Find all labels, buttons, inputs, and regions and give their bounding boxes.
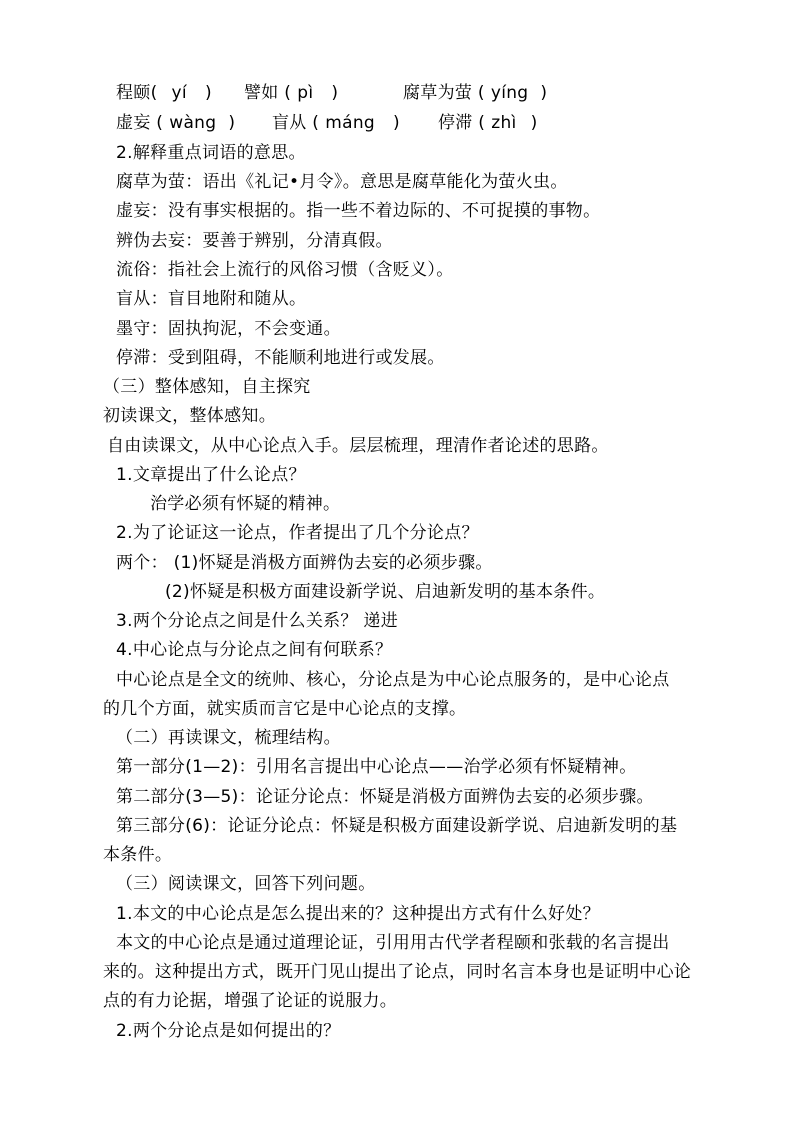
section-heading: （三）阅读课文，回答下列问题。 — [116, 874, 376, 894]
section-heading: （二）再读课文，梳理结构。 — [116, 728, 341, 748]
structure-line: 第一部分(1—2)：引用名言提出中心论点——治学必须有怀疑精神。 — [116, 757, 637, 777]
answer: (2)怀疑是积极方面建设新学说、启迪新发明的基本条件。 — [165, 582, 606, 602]
answer: 本文的中心论点是通过道理论证，引用用古代学者程颐和张载的名言提出 — [116, 933, 670, 953]
vocab-definition: 墨守：固执拘泥，不会变通。 — [116, 319, 341, 339]
question: 2.为了论证这一论点，作者提出了几个分论点？ — [116, 523, 479, 543]
answer: 来的。这种提出方式，既开门见山提出了论点，同时名言本身也是证明中心论 — [103, 962, 692, 982]
answer: 治学必须有怀疑的精神。 — [150, 494, 341, 514]
paragraph-line: 自由读课文，从中心论点入手。层层梳理，理清作者论述的思路。 — [107, 436, 609, 456]
pinyin-item: 譬如 ( pì ) — [244, 83, 339, 103]
question: 1.本文的中心论点是怎么提出来的？这种提出方式有什么好处？ — [116, 904, 600, 924]
pinyin-item: 停滞 ( zhì ) — [438, 113, 538, 133]
paragraph-line: 中心论点是全文的统帅、核心，分论点是为中心论点服务的，是中心论点 — [116, 670, 670, 690]
structure-line: 第三部分(6)：论证分论点：怀疑是积极方面建设新学说、启迪新发明的基 — [116, 816, 678, 836]
vocab-definition: 流俗：指社会上流行的风俗习惯（含贬义）。 — [116, 260, 454, 280]
pinyin-item: 盲从 ( máng ) — [272, 113, 400, 133]
structure-line: 本条件。 — [103, 845, 173, 865]
paragraph-line: 初读课文，整体感知。 — [103, 406, 276, 426]
paragraph-line: 的几个方面，就实质而言它是中心论点的支撑。 — [103, 699, 467, 719]
answer: 点的有力论据，增强了论证的说服力。 — [103, 991, 398, 1011]
question: 4.中心论点与分论点之间有何联系？ — [116, 640, 393, 660]
vocab-definition: 腐草为萤：语出《礼记•月令》。意思是腐草能化为萤火虫。 — [116, 172, 568, 192]
vocab-definition: 虚妄：没有事实根据的。指一些不着边际的、不可捉摸的事物。 — [116, 201, 601, 221]
section-heading: 2.解释重点词语的意思。 — [116, 143, 306, 163]
answer: 两个： (1)怀疑是消极方面辨伪去妄的必须步骤。 — [116, 553, 493, 573]
pinyin-item: 腐草为萤 ( yíng ) — [403, 83, 548, 103]
structure-line: 第二部分(3—5)：论证分论点：怀疑是消极方面辨伪去妄的必须步骤。 — [116, 787, 654, 807]
section-heading: （三）整体感知，自主探究 — [103, 377, 311, 397]
question: 1.文章提出了什么论点？ — [116, 465, 306, 485]
pinyin-item: 虚妄 ( wàng ) — [116, 113, 236, 133]
question: 3.两个分论点之间是什么关系？ 递进 — [116, 611, 399, 631]
question: 2.两个分论点是如何提出的？ — [116, 1021, 341, 1041]
vocab-definition: 辨伪去妄：要善于辨别，分清真假。 — [116, 231, 393, 251]
vocab-definition: 盲从：盲目地附和随从。 — [116, 289, 307, 309]
vocab-definition: 停滞：受到阻碍，不能顺利地进行或发展。 — [116, 348, 445, 368]
pinyin-item: 程颐( yí ) — [116, 83, 212, 103]
